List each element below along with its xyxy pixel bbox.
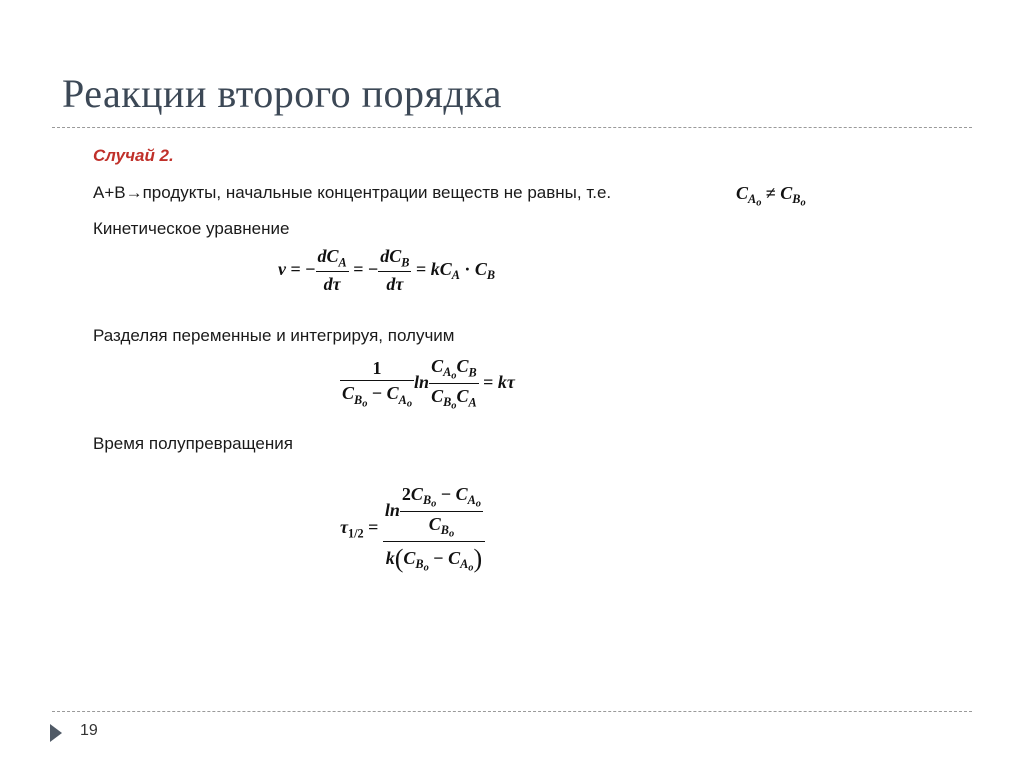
page-number: 19 xyxy=(80,722,98,739)
case-label: Случай 2. xyxy=(93,146,174,165)
integrated-equation: $\frac{1}{C_{B_o} - C_{A_o}}$ ln $\frac{C_{A_o}C_B}{C_{B_o}C_A}$ = kτ xyxy=(342,356,515,412)
half-life-label: Время полупревращения xyxy=(93,434,293,453)
slide-title: Реакции второго порядка xyxy=(62,71,502,116)
half-life-equation: $\tau_{1/2}$ = ln $\frac{2C_{B_o} - C_{A_o}}{C_{B_o}}$ $k(C_{B_o} - C_{A_o})$ xyxy=(340,484,485,574)
reaction-description: A+B→продукты, начальные концентрации веществ не равны, т.е. xyxy=(93,183,612,202)
triangle-right-icon xyxy=(50,724,62,742)
kinetic-equation: v = − $\frac{dC_A}{d\tau}$ = − $\frac{dC_B}{d\tau}$ = $kC_A \cdot C_B$ xyxy=(278,246,496,295)
inequality-formula: $C_{A_o} \ne C_{B_o}$ xyxy=(736,183,806,209)
kinetic-equation-label: Кинетическое уравнение xyxy=(93,219,290,238)
footer-divider xyxy=(52,711,972,712)
title-divider xyxy=(52,127,972,128)
integration-label: Разделяя переменные и интегрируя, получим xyxy=(93,326,455,345)
